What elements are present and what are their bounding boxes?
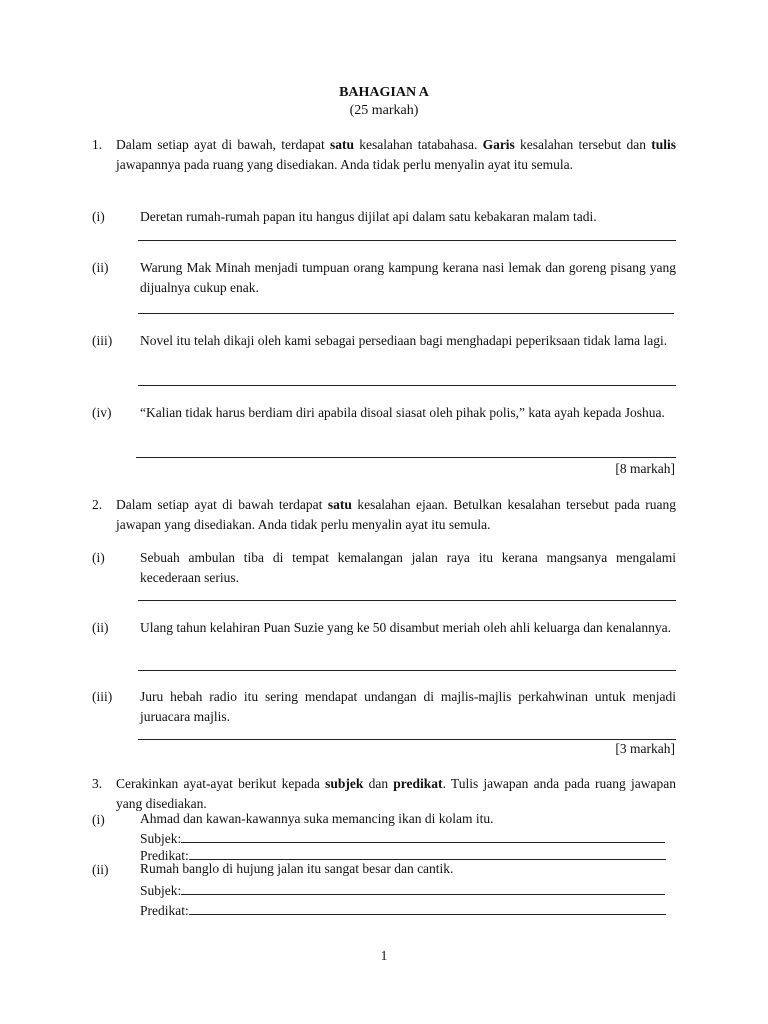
subjek-field[interactable]	[140, 829, 665, 847]
item-sentence: Sebuah ambulan tiba di tempat kemalangan jalan raya itu kerana mangsanya mengalami kecederaan serius.	[140, 550, 676, 585]
predikat-answer-line[interactable]	[189, 846, 666, 860]
item-label: (ii)	[92, 620, 109, 635]
answer-line[interactable]	[136, 457, 676, 458]
item-label: (iv)	[92, 405, 112, 420]
item-sentence: “Kalian tidak harus berdiam diri apabila disoal siasat oleh pihak polis,” kata ayah kepada Joshua.	[140, 405, 665, 420]
question-1-instructions: Dalam setiap ayat di bawah, terdapat satu kesalahan tatabahasa. Garis kesalahan tersebut dan tulis jawapannya pada ruang yang disediakan. Anda tidak perlu menyalin ayat itu semula.	[116, 137, 676, 172]
emphasis-subjek: subjek	[325, 776, 364, 791]
marks-label: [3 markah]	[615, 741, 675, 756]
item-label: (i)	[92, 209, 105, 224]
item-sentence: Warung Mak Minah menjadi tumpuan orang kampung kerana nasi lemak dan goreng pisang yang dijualnya cukup enak.	[140, 260, 676, 295]
item-sentence: Novel itu telah dikaji oleh kami sebagai persediaan bagi menghadapi peperiksaan tidak lama lagi.	[140, 333, 668, 348]
answer-line[interactable]	[138, 385, 676, 386]
emphasis-predikat: predikat	[393, 776, 443, 791]
predikat-label: Predikat:	[140, 903, 189, 918]
answer-line[interactable]	[138, 313, 674, 314]
predikat-label: Predikat:	[140, 848, 189, 863]
page-number: 1	[380, 948, 388, 963]
item-sentence: Rumah banglo di hujung jalan itu sangat besar dan cantik.	[140, 861, 454, 876]
subjek-label: Subjek:	[140, 831, 182, 846]
item-sentence: Ahmad dan kawan-kawannya suka memancing ikan di kolam itu.	[140, 811, 494, 826]
emphasis-satu: satu	[327, 497, 352, 512]
subjek-label: Subjek:	[140, 883, 182, 898]
marks-label: [8 markah]	[615, 461, 675, 476]
subjek-answer-line[interactable]	[181, 881, 665, 895]
question-number: 2.	[92, 497, 103, 512]
item-label: (ii)	[92, 862, 109, 877]
answer-line[interactable]	[138, 600, 676, 601]
item-sentence: Juru hebah radio itu sering mendapat undangan di majlis-majlis perkahwinan untuk menjadi juruacara majlis.	[140, 689, 676, 724]
section-title: BAHAGIAN A	[339, 85, 429, 100]
item-label: (ii)	[92, 260, 109, 275]
emphasis-garis: Garis	[482, 137, 515, 152]
question-2-instructions: Dalam setiap ayat di bawah terdapat satu kesalahan ejaan. Betulkan kesalahan tersebut pada ruang jawapan yang disediakan. Anda tidak perlu menyalin ayat itu semula.	[116, 497, 676, 532]
question-3-instructions: Cerakinkan ayat-ayat berikut kepada subjek dan predikat. Tulis jawapan anda pada ruang jawapan yang disediakan.	[116, 776, 676, 811]
item-sentence: Ulang tahun kelahiran Puan Suzie yang ke 50 disambut meriah oleh ahli keluarga dan kenalannya.	[140, 620, 671, 635]
answer-line[interactable]	[138, 240, 676, 241]
item-label: (iii)	[92, 333, 113, 348]
answer-line[interactable]	[138, 670, 676, 671]
answer-line[interactable]	[138, 739, 676, 740]
subjek-field[interactable]	[140, 881, 665, 899]
emphasis-satu: satu	[330, 137, 355, 152]
item-label: (i)	[92, 812, 105, 827]
section-marks: (25 markah)	[349, 103, 419, 118]
emphasis-tulis: tulis	[651, 137, 676, 152]
item-label: (iii)	[92, 689, 113, 704]
question-number: 3.	[92, 776, 103, 791]
item-sentence: Deretan rumah-rumah papan itu hangus dijilat api dalam satu kebakaran malam tadi.	[140, 209, 597, 224]
predikat-answer-line[interactable]	[189, 901, 666, 915]
question-number: 1.	[92, 137, 103, 152]
item-label: (i)	[92, 550, 105, 565]
predikat-field[interactable]	[140, 901, 666, 919]
subjek-answer-line[interactable]	[181, 829, 665, 843]
